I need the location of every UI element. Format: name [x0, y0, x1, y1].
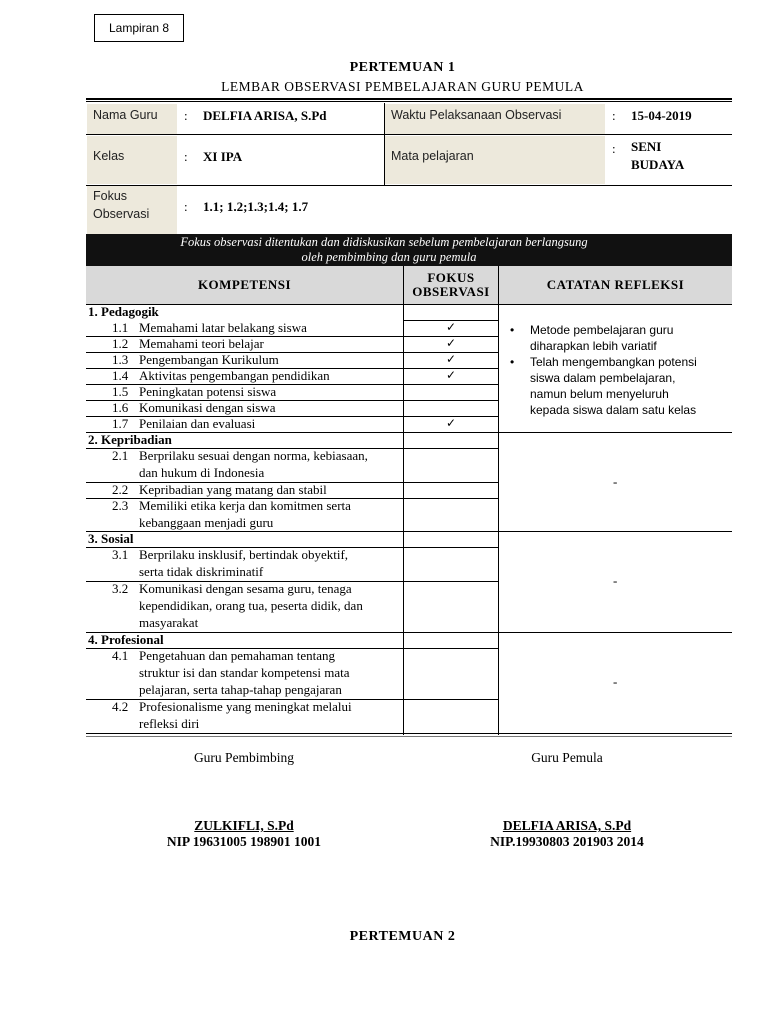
refleksi-bullet: [508, 354, 723, 418]
title-rule: [86, 98, 732, 102]
divider: [86, 632, 732, 633]
check-icon: ✓: [446, 320, 457, 334]
section-pedagogik: 1. Pedagogik: [88, 304, 159, 319]
item-text: Komunikasi dengan sesama guru, tenaga: [139, 581, 352, 596]
refleksi-bullet: [508, 322, 723, 354]
item-text: serta tidak diskriminatif: [139, 564, 264, 579]
item-text: Berprilaku sesuai dengan norma, kebiasaan,: [139, 448, 368, 463]
item-number: 1.1: [112, 320, 129, 335]
kelas-label: Kelas: [93, 149, 125, 163]
header-fokus: [404, 266, 498, 304]
fokus-value: 1.1; 1.2;1.3;1.4; 1.7: [203, 199, 309, 214]
signature-name-right: DELFIA ARISA, S.Pd: [502, 818, 632, 833]
signature-role-left: Guru Pembimbing: [193, 750, 295, 765]
signature-name-left: ZULKIFLI, S.Pd: [194, 818, 294, 833]
item-text: dan hukum di Indonesia: [139, 465, 265, 480]
note-line: oleh pembimbing dan guru pemula: [301, 250, 477, 264]
divider: [498, 266, 499, 735]
item-number: 3.1: [112, 547, 129, 562]
colon: :: [612, 108, 616, 123]
section-profesional: 4. Profesional: [88, 632, 164, 647]
divider: [86, 185, 732, 186]
section-kepribadian: 2. Kepribadian: [88, 432, 172, 447]
item-number: 4.2: [112, 699, 129, 714]
note-line: Fokus observasi ditentukan dan didiskusikan sebelum pembelajaran berlangsung: [180, 235, 588, 249]
item-text: Pengembangan Kurikulum: [139, 352, 279, 367]
item-number: 1.4: [112, 368, 129, 383]
item-text: Profesionalisme yang meningkat melalui: [139, 699, 352, 714]
header-fokus-line: FOKUS: [427, 270, 475, 285]
item-text: Aktivitas pengembangan pendidikan: [139, 368, 330, 383]
lampiran-label: Lampiran 8: [108, 21, 170, 35]
next-section-title: PERTEMUAN 2: [349, 929, 456, 944]
item-text: masyarakat: [139, 615, 199, 630]
note-bar: [86, 234, 732, 266]
header-fokus-line: OBSERVASI: [412, 284, 490, 299]
item-number: 1.5: [112, 384, 129, 399]
colon: :: [184, 149, 188, 164]
refleksi-line: diharapkan lebih variatif: [530, 339, 657, 353]
refleksi-line: kepada siswa dalam satu kelas: [530, 403, 697, 417]
kelas-value: XI IPA: [203, 149, 243, 164]
item-text: refleksi diri: [139, 716, 200, 731]
item-text: kependidikan, orang tua, peserta didik, dan: [139, 598, 363, 613]
item-number: 1.2: [112, 336, 129, 351]
empty-note: -: [613, 674, 618, 689]
lampiran-box: [94, 14, 184, 42]
refleksi-line: • Telah mengembangkan potensi: [530, 355, 697, 369]
item-number: 2.3: [112, 498, 129, 513]
check-icon: ✓: [446, 352, 457, 366]
colon: :: [184, 199, 188, 214]
signature-nip-right: NIP.19930803 201903 2014: [490, 834, 644, 849]
item-text: Peningkatan potensi siswa: [139, 384, 277, 399]
divider: [384, 103, 385, 185]
empty-note: -: [613, 474, 618, 489]
refleksi-line: namun belum menyeluruh: [530, 387, 669, 401]
table-header: [86, 266, 732, 304]
item-text: Kepribadian yang matang dan stabil: [139, 482, 327, 497]
item-text: Memahami latar belakang siswa: [139, 320, 307, 335]
header-catatan: CATATAN REFLEKSI: [546, 277, 685, 292]
page-title: PERTEMUAN 1: [349, 60, 456, 75]
item-text: struktur isi dan standar kompetensi mata: [139, 665, 350, 680]
divider: [86, 134, 732, 135]
item-text: Penilaian dan evaluasi: [139, 416, 256, 431]
signature-role-right: Guru Pemula: [531, 750, 603, 765]
refleksi-line: siswa dalam pembelajaran,: [530, 371, 676, 385]
colon: :: [184, 108, 188, 123]
item-number: 1.6: [112, 400, 129, 415]
item-text: Pengetahuan dan pemahaman tentang: [139, 648, 336, 663]
waktu-value: 15-04-2019: [631, 108, 692, 123]
item-number: 3.2: [112, 581, 129, 596]
divider: [86, 733, 732, 734]
item-number: 2.2: [112, 482, 129, 497]
item-number: 4.1: [112, 648, 129, 663]
colon: :: [612, 141, 616, 156]
item-number: 1.7: [112, 416, 129, 431]
item-text: Memahami teori belajar: [139, 336, 264, 351]
mapel-value: SENI: [631, 139, 662, 154]
fokus-label: Observasi: [93, 207, 150, 221]
item-text: pelajaran, serta tahap-tahap pengajaran: [139, 682, 342, 697]
check-icon: ✓: [446, 336, 457, 350]
item-number: 2.1: [112, 448, 129, 463]
divider: [86, 736, 732, 737]
item-text: Berprilaku insklusif, bertindak obyektif,: [139, 547, 349, 562]
nama-guru-value: DELFIA ARISA, S.Pd: [203, 108, 327, 123]
waktu-label: Waktu Pelaksanaan Observasi: [391, 108, 562, 122]
mapel-value: BUDAYA: [631, 157, 685, 172]
fokus-label: Fokus: [93, 189, 128, 203]
check-icon: ✓: [446, 368, 457, 382]
catatan-refleksi: [508, 322, 723, 418]
nama-guru-label: Nama Guru: [93, 108, 158, 122]
check-icon: ✓: [446, 416, 457, 430]
refleksi-line: • Metode pembelajaran guru: [530, 323, 674, 337]
divider: [86, 304, 732, 305]
signature-nip-left: NIP 19631005 198901 1001: [166, 834, 322, 849]
item-number: 1.3: [112, 352, 129, 367]
header-kompetensi: KOMPETENSI: [197, 277, 292, 292]
section-sosial: 3. Sosial: [88, 531, 134, 546]
page-subtitle: LEMBAR OBSERVASI PEMBELAJARAN GURU PEMULA: [221, 79, 584, 94]
item-text: Memiliki etika kerja dan komitmen serta: [139, 498, 351, 513]
item-text: Komunikasi dengan siswa: [139, 400, 276, 415]
mapel-label: Mata pelajaran: [391, 149, 474, 163]
item-text: kebanggaan menjadi guru: [139, 515, 274, 530]
empty-note: -: [613, 573, 618, 588]
